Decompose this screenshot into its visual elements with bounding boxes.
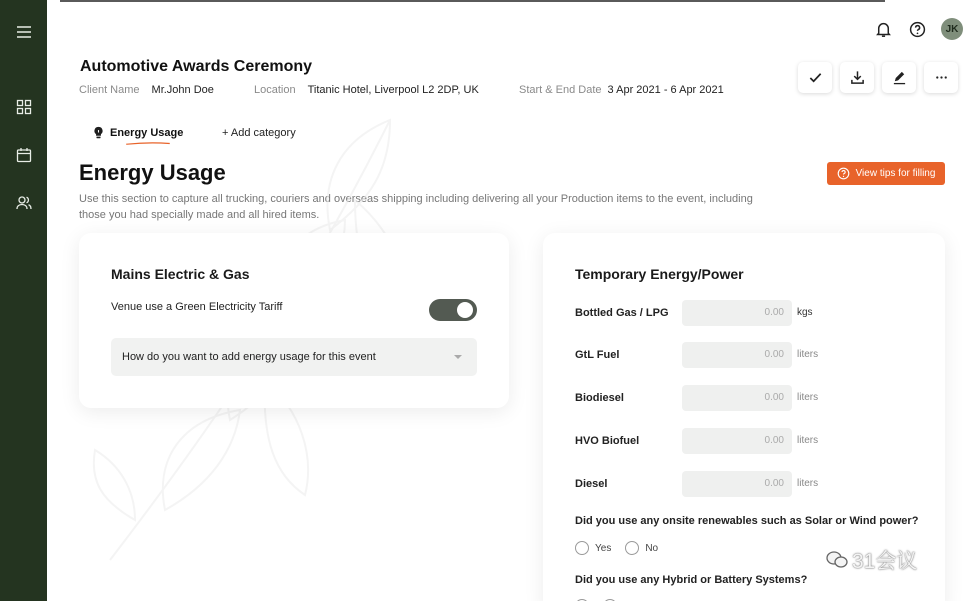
client-label: Client Name	[79, 84, 140, 96]
radio-no-label: No	[645, 542, 659, 554]
radio-circle	[575, 541, 589, 555]
help-circle-icon	[837, 167, 850, 180]
sidebar	[0, 0, 47, 601]
location-value: Titanic Hotel, Liverpool L2 2DP, UK	[307, 84, 479, 96]
chat-bubble-icon	[826, 550, 848, 570]
mains-electric-card	[79, 233, 509, 408]
energy-method-placeholder: How do you want to add energy usage for this event	[122, 351, 376, 363]
date-value: 3 Apr 2021 - 6 Apr 2021	[607, 84, 724, 96]
event-title: Automotive Awards Ceremony	[80, 58, 313, 75]
help-icon[interactable]	[907, 19, 927, 39]
fuel-label: Biodiesel	[575, 392, 624, 404]
hybrid-question: Did you use any Hybrid or Battery Systems?	[575, 574, 808, 586]
menu-icon[interactable]	[0, 19, 47, 45]
client-value: Mr.John Doe	[151, 84, 214, 96]
top-actions	[873, 18, 963, 40]
fuel-row	[575, 342, 925, 368]
date-meta	[519, 84, 724, 96]
calendar-icon[interactable]	[0, 142, 47, 168]
date-label: Start & End Date	[519, 84, 602, 96]
green-tariff-toggle[interactable]	[429, 299, 477, 321]
check-icon	[808, 70, 823, 85]
radio-yes-label: Yes	[595, 542, 612, 554]
edit-icon	[892, 70, 907, 85]
dashboard-grid-icon[interactable]	[0, 94, 47, 120]
temporary-card-title: Temporary Energy/Power	[575, 266, 744, 282]
event-actions	[798, 62, 958, 93]
watermark	[826, 545, 917, 575]
fuel-input[interactable]: 0.00	[682, 342, 792, 368]
energy-method-select[interactable]	[111, 338, 477, 376]
view-tips-button[interactable]	[827, 162, 945, 185]
fuel-unit: kgs	[797, 307, 813, 318]
download-icon	[850, 70, 865, 85]
location-label: Location	[254, 84, 296, 96]
renewables-radio-group	[575, 541, 658, 555]
bell-icon[interactable]	[873, 19, 893, 39]
toggle-knob	[457, 302, 473, 318]
fuel-input[interactable]: 0.00	[682, 385, 792, 411]
mains-card-title: Mains Electric & Gas	[111, 266, 250, 282]
watermark-text: 31会议	[852, 550, 918, 573]
green-tariff-label: Venue use a Green Electricity Tariff	[111, 301, 283, 313]
fuel-unit: liters	[797, 478, 819, 489]
users-icon[interactable]	[0, 190, 47, 216]
edit-button[interactable]	[882, 62, 916, 93]
fuel-unit: liters	[797, 435, 819, 446]
avatar[interactable]: JK	[941, 18, 963, 40]
fuel-row	[575, 471, 925, 497]
chevron-down-icon	[454, 355, 462, 359]
fuel-label: Bottled Gas / LPG	[575, 307, 669, 319]
radio-circle	[625, 541, 639, 555]
fuel-row	[575, 385, 925, 411]
fuel-row	[575, 300, 925, 326]
view-tips-label: View tips for filling	[855, 168, 936, 179]
more-button[interactable]	[924, 62, 958, 93]
fuel-unit: liters	[797, 392, 819, 403]
fuel-label: GtL Fuel	[575, 349, 620, 361]
fuel-unit: liters	[797, 349, 819, 360]
add-category-tab[interactable]: + Add category	[222, 127, 296, 139]
fuel-row	[575, 428, 925, 454]
fuel-label: Diesel	[575, 478, 608, 490]
fuel-label: HVO Biofuel	[575, 435, 640, 447]
renewables-yes-radio[interactable]	[575, 541, 611, 555]
fuel-input[interactable]: 0.00	[682, 471, 792, 497]
section-description: Use this section to capture all trucking, couriers and overseas shipping including delivering all your Production items to the event, including those you had specially made and all hired items.	[79, 193, 753, 221]
fuel-input[interactable]: 0.00	[682, 300, 792, 326]
fuel-input[interactable]: 0.00	[682, 428, 792, 454]
approve-button[interactable]	[798, 62, 832, 93]
tab-energy-usage-label: Energy Usage	[110, 126, 184, 139]
download-button[interactable]	[840, 62, 874, 93]
top-divider	[60, 0, 885, 2]
renewables-no-radio[interactable]	[625, 541, 658, 555]
more-icon	[934, 70, 949, 85]
renewables-question: Did you use any onsite renewables such as Solar or Wind power?	[575, 515, 919, 527]
section-title: Energy Usage	[79, 160, 226, 185]
